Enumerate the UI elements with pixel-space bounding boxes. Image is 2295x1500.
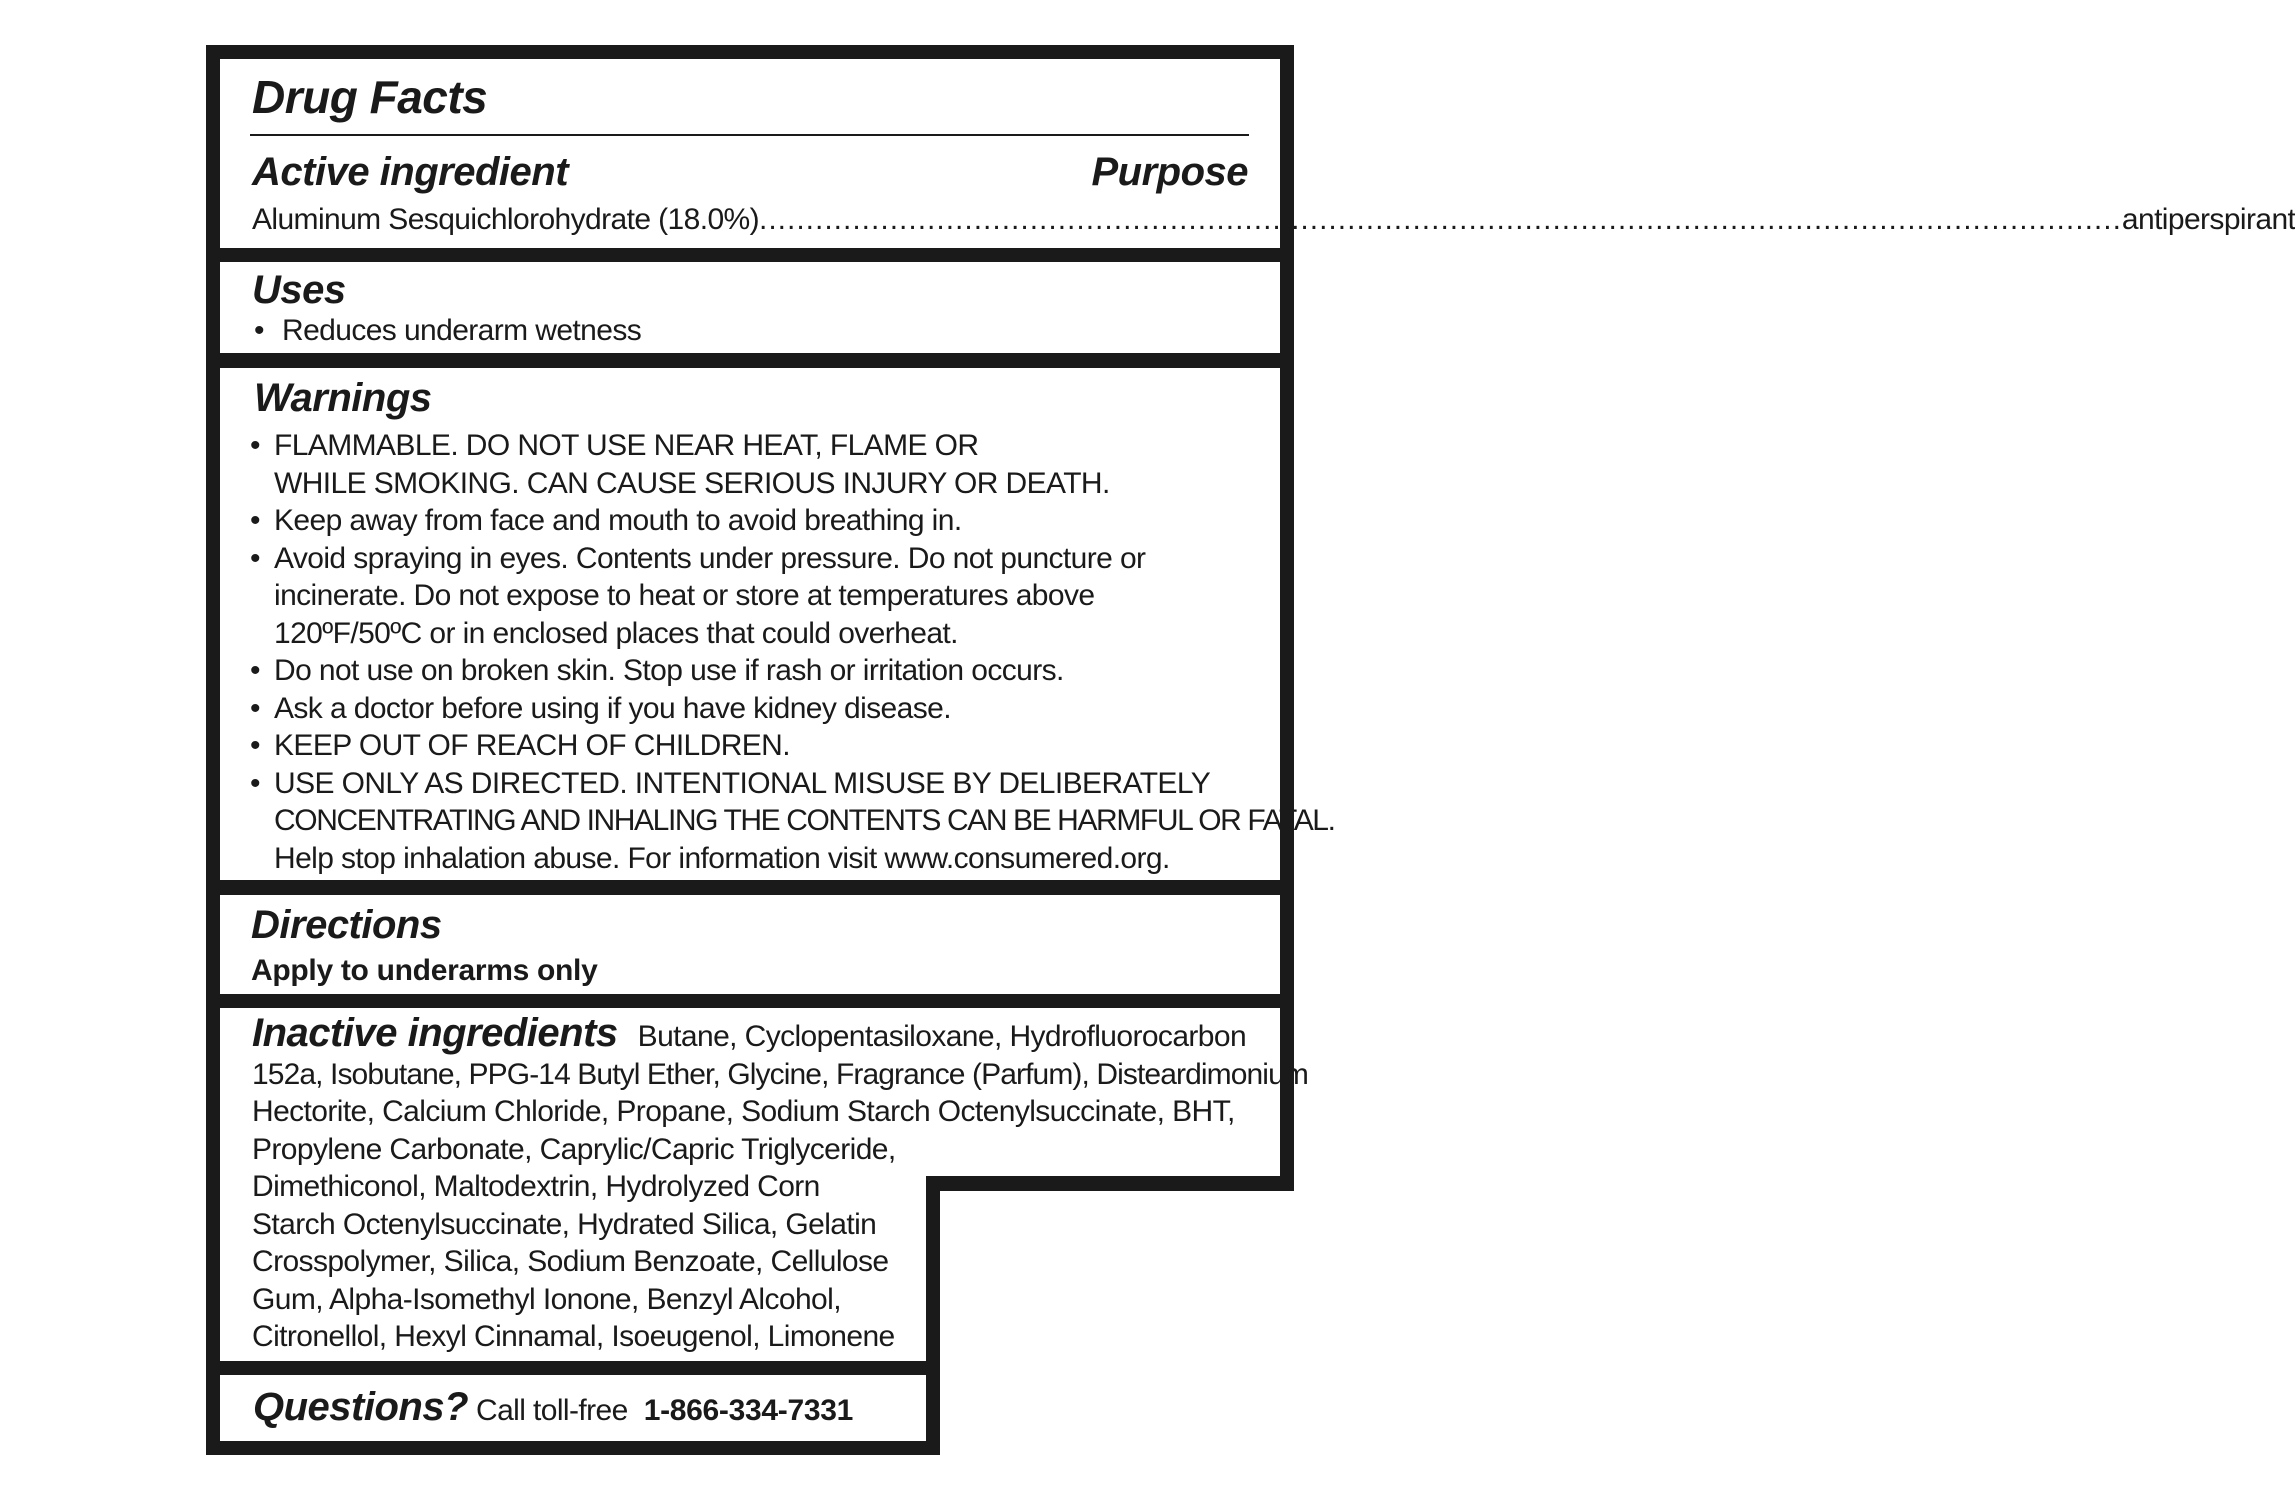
questions-panel bbox=[220, 1375, 926, 1441]
uses-list bbox=[254, 312, 641, 350]
warning-line: CONCENTRATING AND INHALING THE CONTENTS CAN BE HARMFUL OR FATAL. bbox=[274, 804, 1335, 837]
leader-dots: .................................................................................................................................................. bbox=[759, 203, 2122, 236]
inactive-first-line bbox=[252, 1011, 1308, 1056]
directions-text: Apply to underarms only bbox=[251, 954, 598, 987]
bullet-icon: • bbox=[250, 654, 260, 687]
uses-heading: Uses bbox=[252, 268, 346, 312]
warning-line: KEEP OUT OF REACH OF CHILDREN. bbox=[274, 729, 790, 762]
inactive-line: Dimethiconol, Maltodextrin, Hydrolyzed Corn bbox=[252, 1170, 820, 1203]
inactive-line: Crosspolymer, Silica, Sodium Benzoate, Cellulose bbox=[252, 1245, 889, 1278]
warning-line: Ask a doctor before using if you have kidney disease. bbox=[274, 691, 951, 725]
warning-line: Help stop inhalation abuse. For information visit www.consumered.org. bbox=[274, 841, 1170, 875]
warning-item bbox=[250, 427, 1335, 502]
directions-panel bbox=[220, 895, 1280, 994]
warnings-heading: Warnings bbox=[254, 376, 432, 420]
active-ingredient-panel bbox=[220, 59, 2295, 248]
purpose-heading: Purpose bbox=[1091, 150, 1248, 194]
bullet-icon: • bbox=[250, 429, 260, 462]
warnings-list bbox=[250, 427, 1335, 877]
uses-panel bbox=[220, 262, 1280, 353]
inactive-line: Propylene Carbonate, Caprylic/Capric Triglyceride, bbox=[252, 1132, 896, 1166]
inactive-line: Butane, Cyclopentasiloxane, Hydrofluorocarbon bbox=[637, 1020, 1247, 1053]
active-ingredient-row bbox=[252, 201, 2295, 239]
warning-item bbox=[250, 652, 1335, 690]
warning-line: USE ONLY AS DIRECTED. INTENTIONAL MISUSE BY DELIBERATELY bbox=[274, 766, 1211, 800]
warning-line: WHILE SMOKING. CAN CAUSE SERIOUS INJURY OR DEATH. bbox=[274, 466, 1110, 500]
bullet-icon: • bbox=[254, 314, 264, 347]
warning-item bbox=[250, 502, 1335, 540]
warning-line: Avoid spraying in eyes. Contents under pressure. Do not puncture or bbox=[274, 541, 1146, 575]
warning-item bbox=[250, 727, 1335, 765]
uses-item-text: Reduces underarm wetness bbox=[282, 314, 642, 347]
questions-text: Call toll-free bbox=[476, 1394, 628, 1427]
warning-line: incinerate. Do not expose to heat or store at temperatures above bbox=[274, 579, 1095, 612]
warning-line: 120ºF/50ºC or in enclosed places that could overheat. bbox=[274, 616, 958, 650]
warning-item bbox=[250, 690, 1335, 728]
questions-heading: Questions? bbox=[253, 1385, 469, 1429]
active-ingredient-heading: Active ingredient bbox=[252, 150, 569, 194]
directions-heading: Directions bbox=[251, 903, 442, 947]
questions-row bbox=[253, 1385, 853, 1429]
inactive-ingredients-block bbox=[252, 1011, 1308, 1356]
title-rule bbox=[250, 134, 1249, 136]
bullet-icon: • bbox=[250, 691, 260, 725]
inactive-line: Hectorite, Calcium Chloride, Propane, Sodium Starch Octenylsuccinate, BHT, bbox=[252, 1095, 1235, 1128]
bullet-icon: • bbox=[250, 504, 260, 537]
drug-facts-title: Drug Facts bbox=[252, 71, 488, 123]
inactive-line: 152a, Isobutane, PPG-14 Butyl Ether, Glycine, Fragrance (Parfum), Disteardimonium bbox=[252, 1057, 1308, 1091]
warning-item bbox=[250, 540, 1335, 653]
warning-line: FLAMMABLE. DO NOT USE NEAR HEAT, FLAME OR bbox=[274, 429, 979, 462]
ingredient-name: Aluminum Sesquichlorohydrate (18.0%) bbox=[252, 203, 759, 236]
ingredient-purpose: antiperspirant bbox=[2121, 203, 2295, 236]
uses-item bbox=[254, 312, 641, 350]
inactive-heading: Inactive ingredients bbox=[252, 1011, 618, 1055]
warning-item bbox=[250, 765, 1335, 878]
warning-line: Keep away from face and mouth to avoid breathing in. bbox=[274, 504, 962, 537]
bullet-icon: • bbox=[250, 766, 260, 800]
warnings-panel bbox=[220, 368, 1335, 880]
questions-phone[interactable]: 1-866-334-7331 bbox=[643, 1394, 853, 1427]
inactive-line: Starch Octenylsuccinate, Hydrated Silica, Gelatin bbox=[252, 1207, 877, 1241]
inactive-line: Citronellol, Hexyl Cinnamal, Isoeugenol, Limonene bbox=[252, 1320, 895, 1353]
bullet-icon: • bbox=[250, 541, 260, 575]
bullet-icon: • bbox=[250, 729, 260, 762]
inactive-line: Gum, Alpha-Isomethyl Ionone, Benzyl Alcohol, bbox=[252, 1282, 841, 1316]
warning-line: Do not use on broken skin. Stop use if rash or irritation occurs. bbox=[274, 654, 1064, 687]
